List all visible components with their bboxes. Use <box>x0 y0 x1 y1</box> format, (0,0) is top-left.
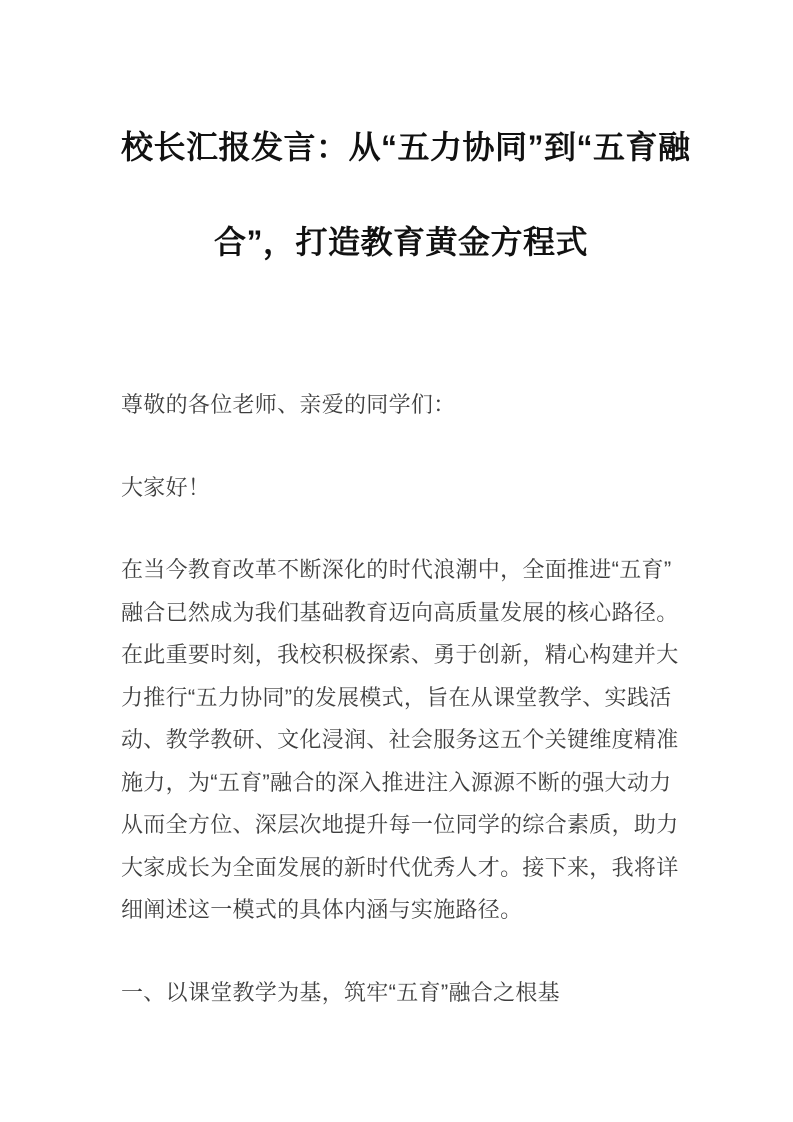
text-line: 在当今教育改革不断深化的时代浪潮中，全面推进“五育” <box>121 557 672 582</box>
intro-body-paragraph <box>121 549 681 932</box>
text-line: 尊敬的各位老师、亲爱的同学们： <box>121 392 456 417</box>
text-line: 一、以课堂教学为基，筑牢“五育”融合之根基 <box>121 979 560 1005</box>
text-line: 大家成长为全面发展的新时代优秀人才。接下来，我将详 <box>121 854 679 880</box>
section-heading-1 <box>121 972 681 1015</box>
text-line: 从而全方位、深层次地提升每一位同学的综合素质，助力 <box>121 812 679 837</box>
title-line-2: 合”，打造教育黄金方程式 <box>213 224 588 260</box>
salutation-paragraph <box>121 384 681 427</box>
text-line: 力推行“五力协同”的发展模式，旨在从课堂教学、实践活 <box>121 684 672 710</box>
greeting-paragraph <box>121 467 681 510</box>
text-line: 在此重要时刻，我校积极探索、勇于创新，精心构建并大 <box>121 642 679 667</box>
text-line: 细阐述这一模式的具体内涵与实施路径。 <box>121 897 523 922</box>
text-line: 施力，为“五育”融合的深入推进注入源源不断的强大动力 <box>121 769 672 795</box>
text-line: 融合已然成为我们基础教育迈向高质量发展的核心路径。 <box>121 599 679 625</box>
document-title <box>121 100 691 290</box>
title-line-1: 校长汇报发言：从“五力协同”到“五育融 <box>121 129 691 165</box>
text-line: 动、教学教研、文化浸润、社会服务这五个关键维度精准 <box>121 727 679 752</box>
text-line: 大家好！ <box>121 474 211 500</box>
